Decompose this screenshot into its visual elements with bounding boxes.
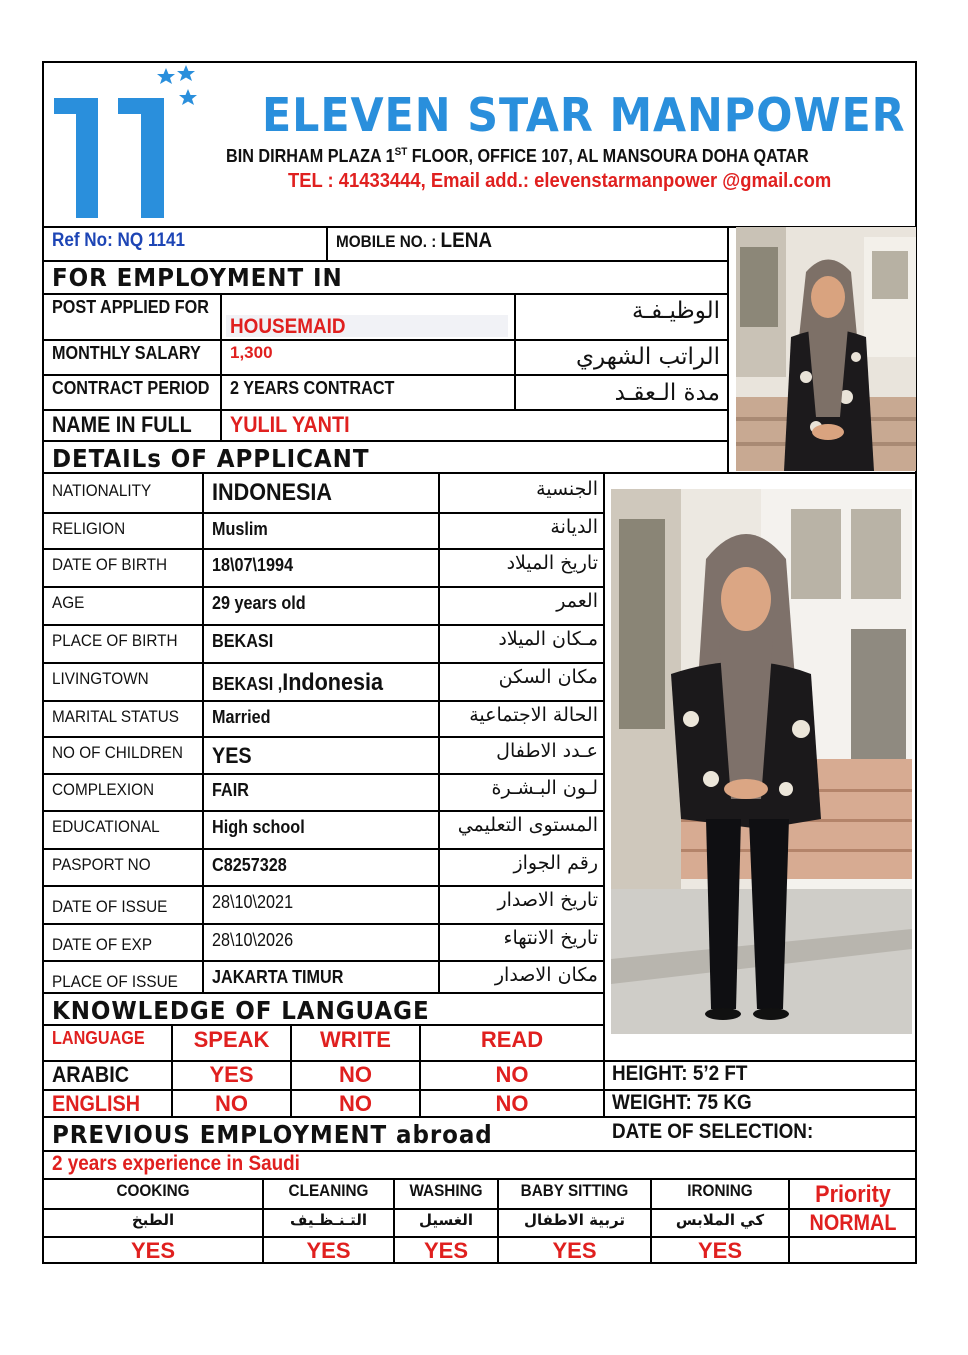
detail-arabic: مكان الاصدار — [494, 964, 598, 986]
company-contact: TEL : 41433444, Email add.: elevenstarmanpower @gmail.com — [288, 170, 832, 192]
detail-arabic: الحالة الاجتماعية — [469, 704, 598, 726]
detail-value-text: High school — [212, 817, 305, 837]
skill-arabic: الطبخ — [131, 1211, 175, 1229]
detail-arabic: لـون البـشـرة — [491, 777, 598, 799]
detail-value-text: 28\10\2021 — [212, 892, 294, 912]
detail-label: PLACE OF BIRTH — [52, 631, 178, 650]
detail-label: COMPLEXION — [52, 780, 155, 799]
detail-arabic: العمر — [556, 590, 598, 612]
contract-value: 2 YEARS CONTRACT — [230, 378, 395, 398]
detail-value — [212, 555, 293, 576]
detail-value — [212, 817, 305, 838]
previous-text: 2 years experience in Saudi — [52, 1152, 300, 1175]
detail-label: RELIGION — [52, 519, 126, 538]
detail-label: NATIONALITY — [52, 481, 152, 500]
priority-value: NORMAL — [809, 1210, 897, 1235]
detail-value — [212, 967, 343, 988]
address-superscript: ST — [394, 146, 408, 158]
name-value: YULIL YANTI — [230, 412, 350, 437]
detail-value — [212, 669, 383, 697]
detail-label: AGE — [52, 593, 85, 612]
salary-value: 1,300 — [230, 343, 273, 362]
salary-arabic: الراتب الشهري — [576, 344, 720, 370]
employment-title: FOR EMPLOYMENT IN — [52, 263, 343, 292]
mobile-number — [336, 229, 492, 253]
mobile-value: LENA — [440, 229, 493, 252]
lang-english-speak: NO — [215, 1091, 248, 1116]
priority-label: Priority — [815, 1181, 891, 1208]
skill-arabic: تربية الاطفال — [524, 1211, 625, 1229]
skill-name: CLEANING — [288, 1181, 369, 1200]
detail-value — [212, 892, 293, 913]
skill-name: IRONING — [687, 1181, 753, 1200]
detail-arabic: تاريخ الاصدار — [497, 889, 598, 911]
detail-value — [212, 519, 268, 540]
detail-arabic: عـدد الاطفال — [496, 740, 598, 762]
detail-value-text: BEKASI , — [212, 674, 283, 694]
details-title: DETAILs OF APPLICANT — [52, 444, 370, 473]
detail-arabic: مكان السكن — [498, 666, 598, 688]
detail-value-text: JAKARTA TIMUR — [212, 967, 344, 987]
language-title: KNOWLEDGE OF LANGUAGE — [52, 996, 430, 1025]
mobile-label: MOBILE NO. : — [336, 232, 441, 251]
lang-header-speak: SPEAK — [193, 1027, 270, 1052]
detail-label: NO OF CHILDREN — [52, 743, 183, 762]
detail-value-text: C8257328 — [212, 855, 287, 875]
detail-label: DATE OF BIRTH — [52, 555, 168, 574]
lang-arabic-write: NO — [339, 1062, 372, 1087]
contract-label: CONTRACT PERIOD — [52, 378, 210, 398]
detail-value — [212, 479, 332, 507]
skill-arabic: كي الملابس — [675, 1211, 765, 1229]
skill-arabic: الغسيل — [418, 1211, 474, 1229]
detail-label: PASPORT NO — [52, 855, 151, 874]
detail-value-text: BEKASI — [212, 631, 274, 651]
lang-english-read: NO — [495, 1091, 529, 1116]
skill-value: YES — [697, 1238, 743, 1263]
detail-value-text: YES — [212, 743, 252, 768]
skill-name: BABY SITTING — [520, 1181, 629, 1200]
detail-value-country: Indonesia — [282, 669, 384, 696]
detail-arabic: رقم الجواز — [513, 852, 598, 874]
lang-english-name: ENGLISH — [52, 1091, 141, 1116]
detail-label: DATE OF EXP — [52, 935, 153, 954]
detail-value-text: FAIR — [212, 780, 249, 800]
post-arabic: الوظيـفـة — [632, 298, 720, 324]
lang-arabic-read: NO — [495, 1062, 529, 1087]
detail-value-text: Married — [212, 707, 271, 727]
detail-value-text: Muslim — [212, 519, 268, 539]
address-part-1: BIN DIRHAM PLAZA 1 — [226, 146, 395, 166]
name-label: NAME IN FULL — [52, 412, 192, 437]
post-value: HOUSEMAID — [230, 315, 346, 338]
skill-value: YES — [423, 1238, 469, 1263]
skill-arabic: التـنـظـيف — [290, 1211, 367, 1229]
skill-value: YES — [306, 1238, 351, 1263]
detail-arabic: الديانة — [550, 516, 598, 538]
detail-value — [212, 855, 287, 876]
detail-label: DATE OF ISSUE — [52, 897, 168, 916]
detail-arabic: مـكان الميلاد — [498, 628, 598, 650]
detail-label: PLACE OF ISSUE — [52, 972, 178, 991]
detail-arabic: الجنسية — [536, 478, 598, 500]
detail-arabic: تاريخ الانتهاء — [503, 927, 598, 949]
detail-value — [212, 743, 252, 769]
lang-english-write: NO — [339, 1091, 372, 1116]
detail-value — [212, 593, 306, 614]
address-part-2: FLOOR, OFFICE 107, AL MANSOURA DOHA QATAR — [407, 146, 809, 166]
ref-number: Ref No: NQ 1141 — [52, 230, 186, 251]
skill-value: YES — [552, 1238, 597, 1263]
detail-value-text: 18\07\1994 — [212, 555, 294, 575]
weight-value: WEIGHT: 75 KG — [612, 1091, 752, 1114]
applicant-photo-large — [611, 489, 912, 1034]
detail-arabic: المستوى التعليمي — [457, 814, 598, 836]
detail-value-text: INDONESIA — [212, 479, 333, 506]
detail-value-text: 29 years old — [212, 593, 306, 613]
lang-header-read: READ — [480, 1027, 544, 1052]
skill-name: COOKING — [116, 1181, 190, 1200]
company-name: ELEVEN STAR MANPOWER — [262, 88, 906, 142]
detail-value — [212, 930, 293, 951]
detail-value-text: 28\10\2026 — [212, 930, 294, 950]
date-of-selection: DATE OF SELECTION: — [612, 1120, 814, 1143]
detail-value — [212, 707, 271, 728]
lang-header-write: WRITE — [320, 1027, 391, 1052]
detail-label: MARITAL STATUS — [52, 707, 179, 726]
applicant-photo-small — [736, 227, 916, 471]
detail-arabic: تاريخ الميلاد — [506, 552, 598, 574]
lang-arabic-name: ARABIC — [52, 1062, 130, 1087]
lang-header-language: LANGUAGE — [52, 1028, 145, 1048]
detail-label: EDUCATIONAL — [52, 817, 160, 836]
lang-arabic-speak: YES — [209, 1062, 254, 1087]
contract-arabic: مدة الـعقـد — [614, 380, 720, 406]
salary-label: MONTHLY SALARY — [52, 343, 201, 363]
post-label: POST APPLIED FOR — [52, 297, 209, 317]
previous-title: PREVIOUS EMPLOYMENT abroad — [52, 1120, 493, 1149]
skill-value: YES — [130, 1238, 176, 1263]
detail-value — [212, 631, 273, 652]
skill-name: WASHING — [409, 1181, 483, 1200]
detail-label: LIVINGTOWN — [52, 669, 149, 688]
detail-value — [212, 780, 249, 801]
height-value: HEIGHT: 5’2 FT — [612, 1062, 748, 1085]
